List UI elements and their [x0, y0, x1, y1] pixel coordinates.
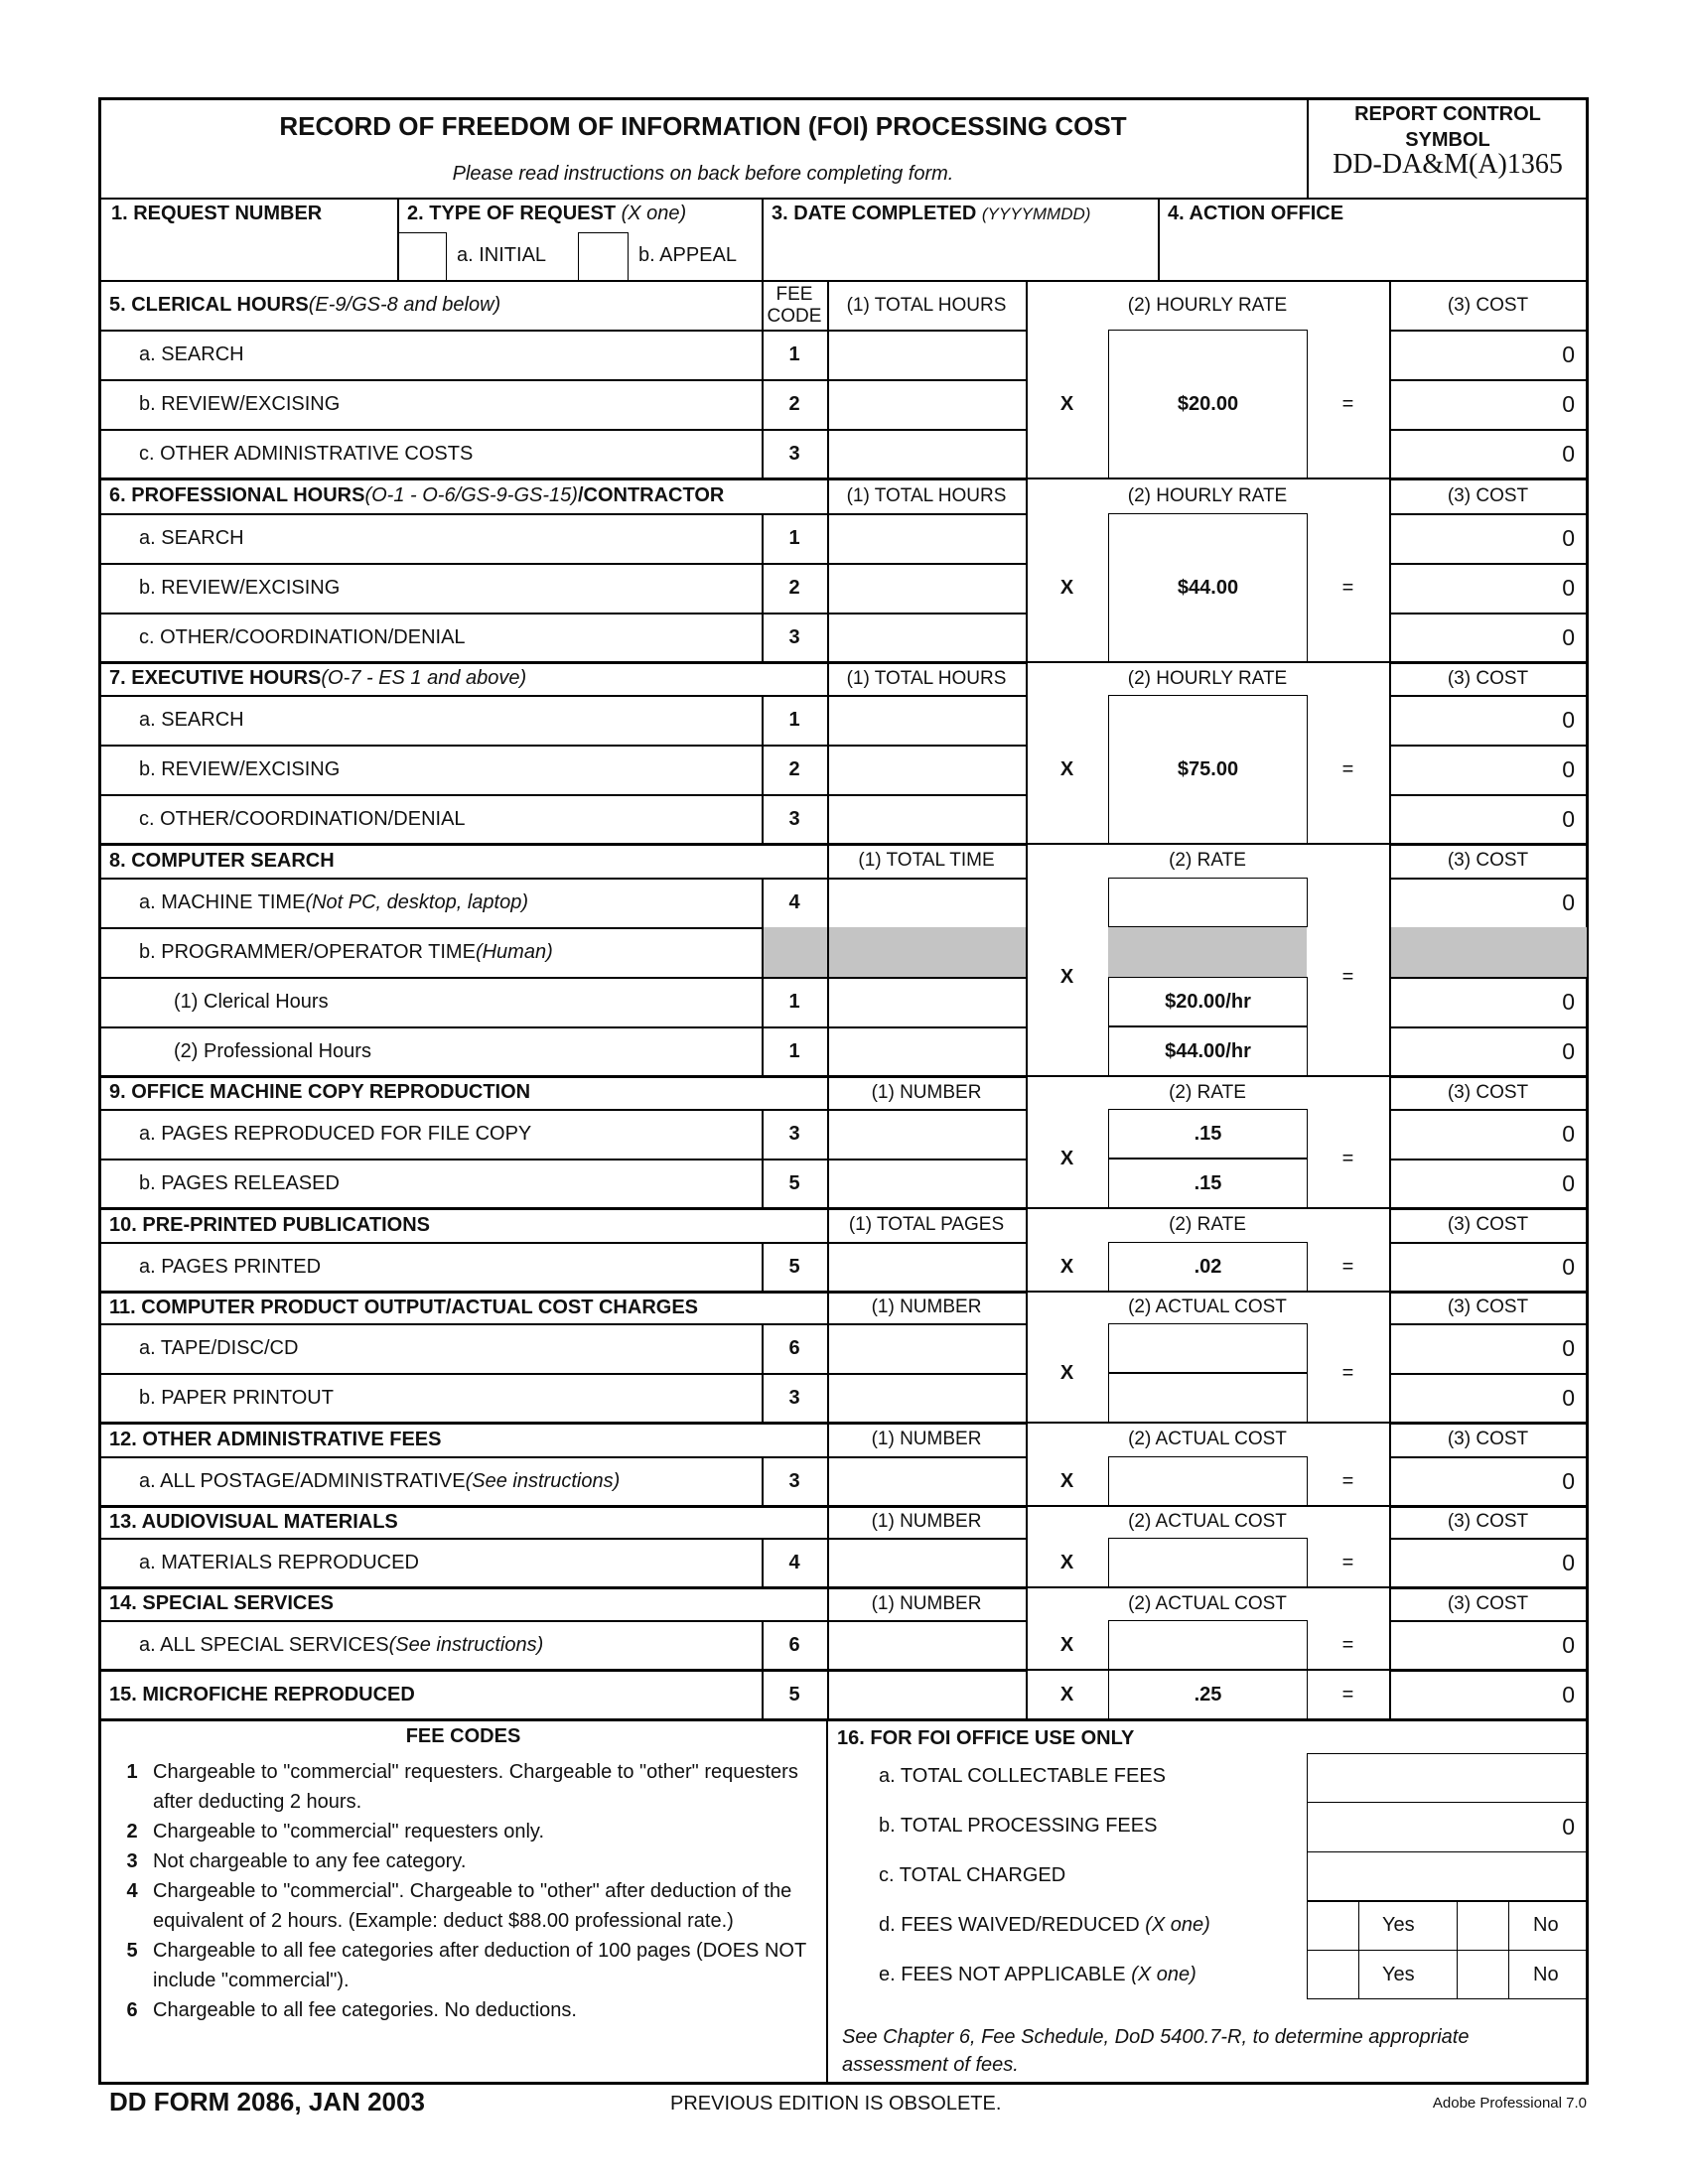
section-title: 5. CLERICAL HOURS (E-9/GS-8 and below)	[109, 294, 501, 316]
fee-codes-list	[111, 1757, 816, 2025]
rate-input[interactable]	[1108, 878, 1308, 927]
col3-header: (3) COST	[1447, 1081, 1529, 1103]
fee-code: 1	[788, 990, 800, 1013]
item-label: a. PAGES REPRODUCED FOR FILE COPY	[139, 1122, 532, 1145]
divider	[1026, 1670, 1028, 1719]
equals-icon: =	[1341, 1551, 1354, 1573]
fee-code-description: Chargeable to all fee categories after deduction of 100 pages (DOES NOT include "commercial").	[153, 1940, 806, 1991]
col2-header: (2) RATE	[1169, 1081, 1246, 1103]
section-title: 9. OFFICE MACHINE COPY REPRODUCTION	[109, 1081, 531, 1103]
cost-input[interactable]: 0	[1562, 1681, 1575, 1707]
fees-waived-no-checkbox[interactable]	[1457, 1901, 1509, 1951]
col1-header: (1) NUMBER	[871, 1511, 982, 1532]
hours-input[interactable]	[827, 563, 1026, 613]
equals-icon: =	[1341, 965, 1354, 988]
request-number-input[interactable]	[101, 228, 395, 280]
cost-input[interactable]: 0	[1562, 440, 1575, 467]
divider	[99, 1718, 1588, 1721]
item-label: (2) Professional Hours	[174, 1039, 371, 1062]
hourly-rate: $75.00	[1108, 695, 1308, 845]
fee-code: 4	[788, 890, 800, 913]
divider	[827, 662, 829, 844]
fee-code-item	[111, 1876, 816, 1936]
col1-header: (1) NUMBER	[871, 1592, 982, 1614]
item-label: a. SEARCH	[139, 708, 244, 731]
times-icon: X	[1059, 1469, 1074, 1492]
fee-codes-title: FEE CODES	[405, 1725, 521, 1747]
date-completed-label: 3. DATE COMPLETED (YYYYMMDD)	[772, 203, 1091, 224]
hours-input[interactable]	[827, 1670, 1026, 1719]
action-office-input[interactable]	[1162, 228, 1585, 280]
fee-code-item	[111, 1846, 816, 1876]
rcs-label	[1307, 101, 1589, 153]
item-label: a. MACHINE TIME (Not PC, desktop, laptop)	[139, 890, 528, 913]
request-number-label: 1. REQUEST NUMBER	[111, 203, 323, 224]
divider	[827, 1423, 829, 1506]
rate-input[interactable]	[1108, 1538, 1308, 1587]
fees-not-applicable-yes-checkbox[interactable]	[1307, 1950, 1359, 1999]
col3-header: (3) COST	[1447, 1592, 1529, 1614]
section-title: 13. AUDIOVISUAL MATERIALS	[109, 1510, 398, 1533]
item-label: a. MATERIALS REPRODUCED	[139, 1551, 419, 1573]
hours-input[interactable]	[827, 695, 1026, 745]
rate-input[interactable]	[1108, 1373, 1308, 1423]
col2-header: (2) RATE	[1169, 850, 1246, 871]
fee-code-item	[111, 1995, 816, 2025]
fee-code-number: 2	[126, 1821, 138, 1843]
fee-code	[762, 927, 827, 977]
col2-header: (2) ACTUAL COST	[1128, 1592, 1287, 1614]
item-label: c. OTHER/COORDINATION/DENIAL	[139, 807, 466, 830]
divider	[1026, 1208, 1028, 1292]
equals-icon: =	[1341, 757, 1354, 780]
cost-input[interactable]: 0	[1562, 706, 1575, 733]
divider	[1158, 199, 1160, 281]
rate-input: .02	[1108, 1242, 1308, 1292]
divider	[827, 1506, 829, 1587]
divider	[827, 1208, 829, 1292]
rate-cell	[1108, 927, 1307, 977]
fee-code: 2	[788, 576, 800, 599]
col2-header: (2) RATE	[1169, 1214, 1246, 1235]
equals-icon: =	[1341, 1683, 1354, 1706]
item-label: a. ALL SPECIAL SERVICES (See instructions)	[139, 1633, 544, 1656]
total-charged-input[interactable]	[1307, 1851, 1588, 1901]
equals-icon: =	[1341, 1361, 1354, 1384]
col2-header: (2) ACTUAL COST	[1128, 1297, 1287, 1317]
divider	[826, 1718, 828, 2084]
divider	[99, 198, 1588, 200]
rate-input: .25	[1108, 1670, 1308, 1719]
fees-not-applicable-no-checkbox[interactable]	[1457, 1950, 1509, 1999]
divider	[827, 844, 829, 1076]
divider	[1026, 1587, 1028, 1670]
hours-input[interactable]	[827, 1026, 1026, 1076]
section-title: 8. COMPUTER SEARCH	[109, 849, 335, 872]
col2-header: (2) ACTUAL COST	[1128, 1511, 1287, 1532]
fee-code: 2	[788, 757, 800, 780]
fees-waived-label: d. FEES WAIVED/REDUCED (X one)	[879, 1914, 1210, 1936]
fee-code: 1	[788, 1039, 800, 1062]
col3-header: (3) COST	[1447, 850, 1529, 871]
times-icon: X	[1059, 1255, 1074, 1278]
col3-header: (3) COST	[1447, 1511, 1529, 1532]
rate-input[interactable]	[1108, 1620, 1308, 1670]
rcs-label-line2: SYMBOL	[1405, 129, 1490, 151]
cost-input[interactable]: 0	[1562, 988, 1575, 1015]
divider	[1389, 1292, 1391, 1423]
hours-input[interactable]	[827, 513, 1026, 563]
cost-input[interactable]: 0	[1562, 1631, 1575, 1658]
times-icon: X	[1059, 757, 1074, 780]
cost-input[interactable]: 0	[1562, 524, 1575, 551]
cost-input[interactable]: 0	[1562, 1549, 1575, 1575]
fee-code-item	[111, 1817, 816, 1846]
item-label: a. ALL POSTAGE/ADMINISTRATIVE (See instructions)	[139, 1469, 621, 1492]
cost-input[interactable]: 0	[1562, 805, 1575, 832]
hours-input	[827, 927, 1026, 977]
section-title: 6. PROFESSIONAL HOURS (O-1 - O-6/GS-9-GS-15) /CONTRACTOR	[109, 484, 725, 506]
total-collectable-label: a. TOTAL COLLECTABLE FEES	[879, 1765, 1166, 1787]
divider	[762, 1620, 764, 1670]
times-icon: X	[1059, 965, 1074, 988]
total-processing-label: b. TOTAL PROCESSING FEES	[879, 1815, 1158, 1837]
col2-header: (2) HOURLY RATE	[1127, 667, 1288, 689]
divider	[1389, 478, 1391, 662]
form-title: RECORD OF FREEDOM OF INFORMATION (FOI) PROCESSING COST	[279, 111, 1127, 141]
col3-header: (3) COST	[1447, 1214, 1529, 1235]
hourly-rate: $20.00	[1108, 330, 1308, 479]
total-charged-label: c. TOTAL CHARGED	[879, 1864, 1066, 1886]
fee-code: 3	[788, 442, 800, 465]
fee-code: 3	[788, 625, 800, 648]
equals-icon: =	[1341, 1255, 1354, 1278]
fee-code-number: 4	[126, 1880, 138, 1902]
col3-header: (3) COST	[1447, 667, 1529, 689]
appeal-label: b. APPEAL	[638, 244, 737, 266]
hourly-rate: $44.00	[1108, 513, 1308, 663]
divider	[762, 1538, 764, 1587]
col2-header: (2) HOURLY RATE	[1127, 484, 1288, 506]
item-label: b. PAGES RELEASED	[139, 1171, 340, 1194]
hours-input[interactable]	[827, 1456, 1026, 1506]
fee-code-item	[111, 1757, 816, 1817]
item-label: a. SEARCH	[139, 526, 244, 549]
equals-icon: =	[1341, 1147, 1354, 1169]
divider	[827, 1587, 829, 1670]
cost-input[interactable]: 0	[1562, 755, 1575, 782]
fees-not-applicable-yes-label: Yes	[1382, 1964, 1415, 1985]
fee-code-description: Chargeable to all fee categories. No deductions.	[153, 1999, 577, 2021]
appeal-checkbox[interactable]	[578, 232, 629, 281]
cost-input[interactable]: 0	[1562, 341, 1575, 367]
hours-input[interactable]	[827, 1373, 1026, 1423]
rcs-label-line1: REPORT CONTROL	[1354, 103, 1541, 125]
hours-input[interactable]	[827, 429, 1026, 478]
hours-input[interactable]	[827, 1159, 1026, 1208]
item-label: c. OTHER ADMINISTRATIVE COSTS	[139, 442, 474, 465]
rate-input[interactable]	[1108, 1456, 1308, 1506]
hours-input[interactable]	[827, 977, 1026, 1026]
fee-code-number: 6	[126, 1999, 138, 2021]
divider	[1389, 1208, 1391, 1292]
fee-schedule-footnote: See Chapter 6, Fee Schedule, DoD 5400.7-R, to determine appropriate assessment of fees.	[842, 2026, 1470, 2076]
col1-header: (1) TOTAL PAGES	[848, 1214, 1005, 1235]
col1-header: (1) NUMBER	[871, 1297, 982, 1317]
divider	[1026, 1423, 1028, 1506]
cost-input[interactable]: 0	[1562, 1169, 1575, 1196]
fee-code: 6	[788, 1633, 800, 1656]
fee-code-number: 5	[126, 1940, 138, 1962]
previous-edition-note: PREVIOUS EDITION IS OBSOLETE.	[670, 2093, 1002, 2115]
divider	[1389, 1506, 1391, 1587]
divider	[1026, 1076, 1028, 1208]
fees-not-applicable-no-label: No	[1533, 1964, 1559, 1985]
divider	[762, 1109, 764, 1208]
fee-code: 4	[788, 1551, 800, 1573]
divider	[1026, 844, 1028, 1076]
divider	[762, 1670, 764, 1719]
cost-input[interactable]: 0	[1562, 1253, 1575, 1280]
divider	[762, 513, 764, 662]
col2-header: (2) HOURLY RATE	[1127, 294, 1288, 316]
cost-cell	[1389, 927, 1587, 977]
hours-input[interactable]	[827, 1109, 1026, 1159]
divider	[762, 1323, 764, 1423]
col3-header: (3) COST	[1447, 1297, 1529, 1317]
col3-header: (3) COST	[1447, 484, 1529, 506]
divider	[1389, 1076, 1391, 1208]
software-note: Adobe Professional 7.0	[1432, 2095, 1587, 2112]
hours-input[interactable]	[827, 794, 1026, 844]
fee-code-number: 1	[126, 1761, 138, 1783]
fee-code: 5	[788, 1683, 800, 1706]
cost-input[interactable]: 0	[1562, 1037, 1575, 1064]
cost-input[interactable]: 0	[1562, 888, 1575, 915]
item-label: b. REVIEW/EXCISING	[139, 757, 341, 780]
fee-code: 3	[788, 1122, 800, 1145]
divider	[762, 199, 764, 281]
divider	[762, 1242, 764, 1292]
divider	[1026, 1506, 1028, 1587]
times-icon: X	[1059, 1147, 1074, 1169]
equals-icon: =	[1341, 576, 1354, 599]
item-label: a. TAPE/DISC/CD	[139, 1336, 299, 1359]
fee-code-description: Chargeable to "commercial" requesters. Chargeable to "other" requesters after deducting 2 hours.	[153, 1761, 798, 1813]
item-label: (1) Clerical Hours	[174, 990, 329, 1013]
times-icon: X	[1059, 1361, 1074, 1384]
divider	[1389, 1423, 1391, 1506]
col1-header: (1) NUMBER	[871, 1429, 982, 1449]
divider	[827, 1076, 829, 1208]
fees-not-applicable-label: e. FEES NOT APPLICABLE (X one)	[879, 1964, 1196, 1985]
fee-code-item	[111, 1936, 816, 1995]
fee-code-description: Chargeable to "commercial" requesters only.	[153, 1821, 545, 1843]
rate-input: .15	[1108, 1109, 1308, 1159]
item-label: b. PROGRAMMER/OPERATOR TIME (Human)	[139, 940, 553, 963]
rate-input: $44.00/hr	[1108, 1026, 1308, 1076]
form-id: DD FORM 2086, JAN 2003	[109, 2087, 425, 2116]
initial-checkbox[interactable]	[397, 232, 447, 281]
item-label: a. SEARCH	[139, 342, 244, 365]
fee-code: 3	[788, 1469, 800, 1492]
divider	[762, 281, 764, 330]
cost-input[interactable]: 0	[1562, 390, 1575, 417]
fee-code-number: 3	[126, 1850, 138, 1872]
item-label: a. PAGES PRINTED	[139, 1255, 322, 1278]
divider	[827, 1670, 829, 1719]
rate-input: $20.00/hr	[1108, 977, 1308, 1026]
initial-label: a. INITIAL	[457, 244, 547, 266]
form-instructions: Please read instructions on back before completing form.	[452, 163, 954, 185]
col2-header: (2) ACTUAL COST	[1128, 1429, 1287, 1449]
divider	[827, 281, 829, 478]
fee-code-header: FEE CODE	[767, 283, 822, 327]
item-label: b. REVIEW/EXCISING	[139, 392, 341, 415]
hours-input[interactable]	[827, 878, 1026, 927]
col1-header: (1) TOTAL HOURS	[846, 484, 1007, 506]
equals-icon: =	[1341, 392, 1354, 415]
hours-input[interactable]	[827, 379, 1026, 429]
section-title: 7. EXECUTIVE HOURS (O-7 - ES 1 and above)	[109, 667, 527, 689]
times-icon: X	[1059, 576, 1074, 599]
hours-input[interactable]	[827, 745, 1026, 794]
hours-input[interactable]	[827, 1538, 1026, 1587]
divider	[1026, 1292, 1028, 1423]
equals-icon: =	[1341, 1633, 1354, 1656]
hours-input[interactable]	[827, 330, 1026, 379]
divider	[1389, 281, 1391, 478]
section-title: 14. SPECIAL SERVICES	[109, 1592, 335, 1614]
item-label: b. REVIEW/EXCISING	[139, 576, 341, 599]
item-label: 15. MICROFICHE REPRODUCED	[109, 1683, 415, 1706]
hours-input[interactable]	[827, 613, 1026, 662]
hours-input[interactable]	[827, 1323, 1026, 1373]
divider	[1026, 478, 1028, 662]
equals-icon: =	[1341, 1469, 1354, 1492]
col3-header: (3) COST	[1447, 1429, 1529, 1449]
fees-waived-yes-label: Yes	[1382, 1914, 1415, 1936]
divider	[827, 1292, 829, 1423]
col1-header: (1) NUMBER	[871, 1081, 982, 1103]
times-icon: X	[1059, 1551, 1074, 1573]
foi-office-title: 16. FOR FOI OFFICE USE ONLY	[837, 1727, 1135, 1749]
fee-code-description: Not chargeable to any fee category.	[153, 1850, 467, 1872]
divider	[762, 330, 764, 478]
hours-input[interactable]	[827, 1242, 1026, 1292]
times-icon: X	[1059, 1683, 1074, 1706]
divider	[1389, 1670, 1391, 1719]
divider	[1389, 844, 1391, 1076]
divider	[762, 878, 764, 1076]
rate-input: .15	[1108, 1159, 1308, 1208]
col1-header: (1) TOTAL HOURS	[846, 667, 1007, 689]
fees-waived-no-label: No	[1533, 1914, 1559, 1936]
hours-input[interactable]	[827, 1620, 1026, 1670]
divider	[1389, 662, 1391, 844]
divider	[762, 1456, 764, 1506]
col1-header: (1) TOTAL TIME	[858, 850, 995, 871]
fee-code: 5	[788, 1255, 800, 1278]
type-of-request-label: 2. TYPE OF REQUEST (X one)	[407, 203, 687, 224]
divider	[1026, 662, 1028, 844]
fee-code: 1	[788, 526, 800, 549]
rate-input[interactable]	[1108, 1323, 1308, 1373]
cost-input[interactable]: 0	[1562, 574, 1575, 601]
divider	[1389, 1587, 1391, 1670]
times-icon: X	[1059, 392, 1074, 415]
action-office-label: 4. ACTION OFFICE	[1168, 203, 1344, 224]
item-label: c. OTHER/COORDINATION/DENIAL	[139, 625, 466, 648]
section-title: 11. COMPUTER PRODUCT OUTPUT/ACTUAL COST CHARGES	[109, 1296, 698, 1318]
fee-code: 6	[788, 1336, 800, 1359]
divider	[762, 695, 764, 844]
fee-code: 1	[788, 342, 800, 365]
cost-input[interactable]: 0	[1562, 1384, 1575, 1411]
fee-code: 1	[788, 708, 800, 731]
section-title: 12. OTHER ADMINISTRATIVE FEES	[109, 1428, 442, 1450]
total-processing-input[interactable]: 0	[1307, 1802, 1588, 1852]
fee-code-description: Chargeable to "commercial". Chargeable to "other" after deduction of the equivalent of 2 hours. (Example: deduct $88.00 professional rate.)	[153, 1880, 792, 1932]
times-icon: X	[1059, 1633, 1074, 1656]
fee-code: 3	[788, 1386, 800, 1409]
item-label: b. PAPER PRINTOUT	[139, 1386, 334, 1409]
col1-header: (1) TOTAL HOURS	[846, 294, 1007, 316]
cost-input[interactable]: 0	[1562, 1334, 1575, 1361]
total-collectable-input[interactable]	[1307, 1753, 1588, 1803]
fees-waived-yes-checkbox[interactable]	[1307, 1901, 1359, 1951]
rcs-value: DD-DA&M(A)1365	[1333, 149, 1563, 180]
cost-input[interactable]: 0	[1562, 623, 1575, 650]
fee-code: 2	[788, 392, 800, 415]
cost-input[interactable]: 0	[1562, 1120, 1575, 1147]
cost-input[interactable]: 0	[1562, 1467, 1575, 1494]
date-completed-input[interactable]	[765, 228, 1156, 280]
divider	[1026, 281, 1028, 478]
section-title: 10. PRE-PRINTED PUBLICATIONS	[109, 1213, 430, 1236]
divider	[827, 478, 829, 662]
fee-code: 5	[788, 1171, 800, 1194]
col3-header: (3) COST	[1447, 294, 1529, 316]
fee-code: 3	[788, 807, 800, 830]
